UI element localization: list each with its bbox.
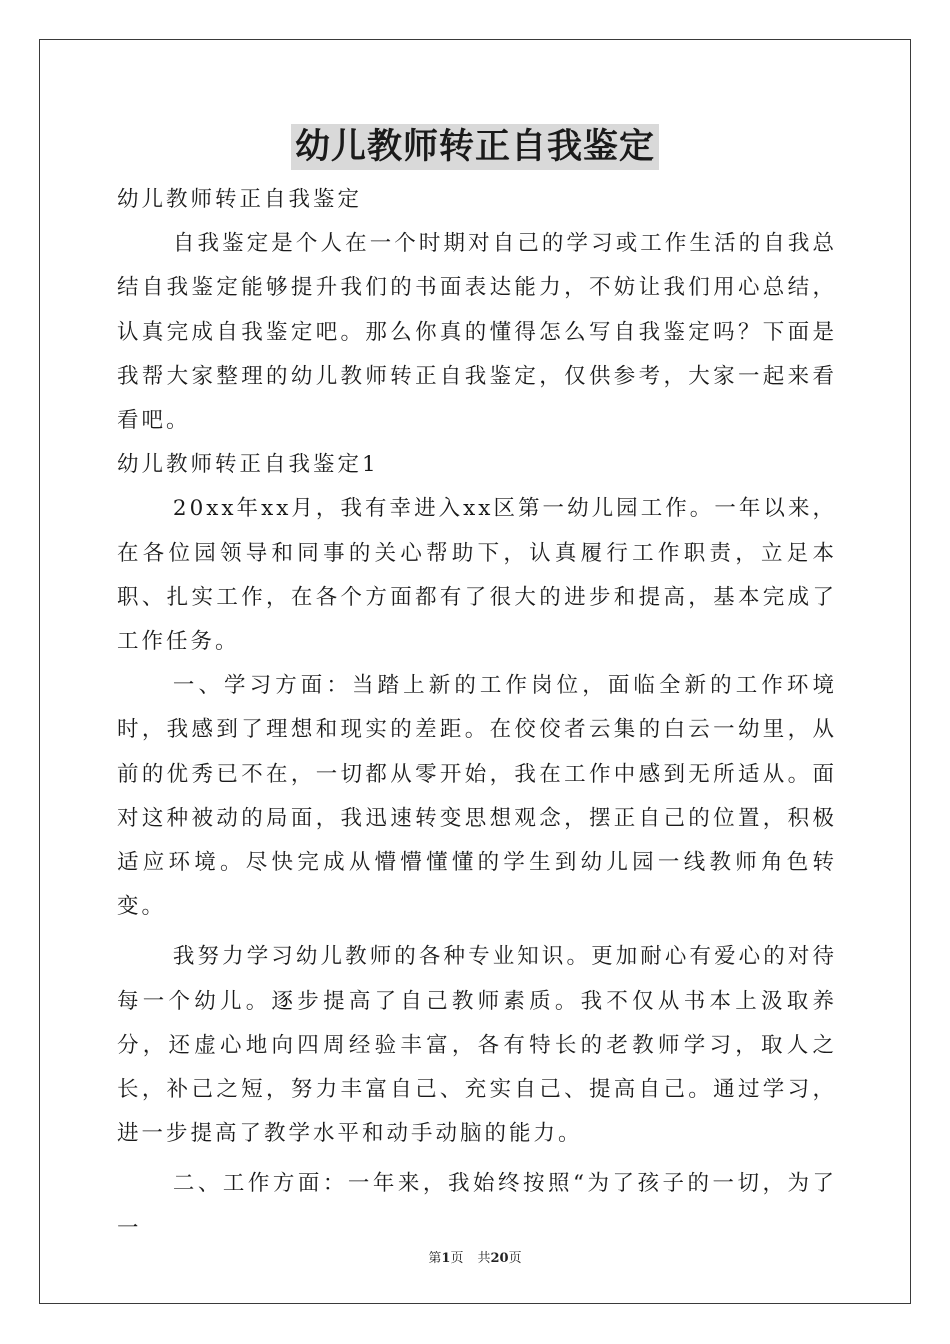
paragraph-overview: 20xx年xx月，我有幸进入xx区第一幼儿园工作。一年以来，在各位园领导和同事的关心帮助下，认真履行工作职责，立足本职、扎实工作，在各个方面都有了很大的进步和提高，基本完成了工作任务。 — [117, 496, 837, 655]
paragraph-work: 二、工作方面：一年来，我始终按照“为了孩子的一切，为了一 — [117, 1171, 837, 1241]
document-body — [117, 178, 837, 1251]
total-prefix: 共 — [477, 1251, 491, 1266]
document-title-text: 幼儿教师转正自我鉴定 — [291, 124, 659, 170]
page-prefix: 第 — [428, 1251, 442, 1266]
document-title — [0, 124, 950, 170]
paragraph-intro: 自我鉴定是个人在一个时期对自己的学习或工作生活的自我总结自我鉴定能够提升我们的书面表达能力，不妨让我们用心总结，认真完成自我鉴定吧。那么你真的懂得怎么写自我鉴定吗？下面是我帮大家整理的幼儿教师转正自我鉴定，仅供参考，大家一起来看看吧。 — [117, 231, 837, 434]
page-number: 1 — [441, 1251, 451, 1266]
paragraph-learning: 我努力学习幼儿教师的各种专业知识。更加耐心有爱心的对待每一个幼儿。逐步提高了自己教师素质。我不仅从书本上汲取养分，还虚心地向四周经验丰富，各有特长的老教师学习，取人之长，补己之短，努力丰富自己、充实自己、提高自己。通过学习，进一步提高了教学水平和动手动脑的能力。 — [117, 944, 837, 1147]
paragraph-heading: 幼儿教师转正自我鉴定 — [117, 187, 363, 212]
total-suffix: 页 — [508, 1251, 522, 1266]
paragraph-study: 一、学习方面：当踏上新的工作岗位，面临全新的工作环境时，我感到了理想和现实的差距。在佼佼者云集的白云一幼里，从前的优秀已不在，一切都从零开始，我在工作中感到无所适从。面对这种被动的局面，我迅速转变思想观念，摆正自己的位置，积极适应环境。尽快完成从懵懵懂懂的学生到幼儿园一线教师角色转变。 — [117, 673, 837, 920]
page-footer — [0, 1247, 950, 1266]
section-heading-1: 幼儿教师转正自我鉴定1 — [117, 452, 379, 478]
page-total: 20 — [490, 1251, 509, 1266]
page-suffix: 页 — [450, 1251, 464, 1266]
